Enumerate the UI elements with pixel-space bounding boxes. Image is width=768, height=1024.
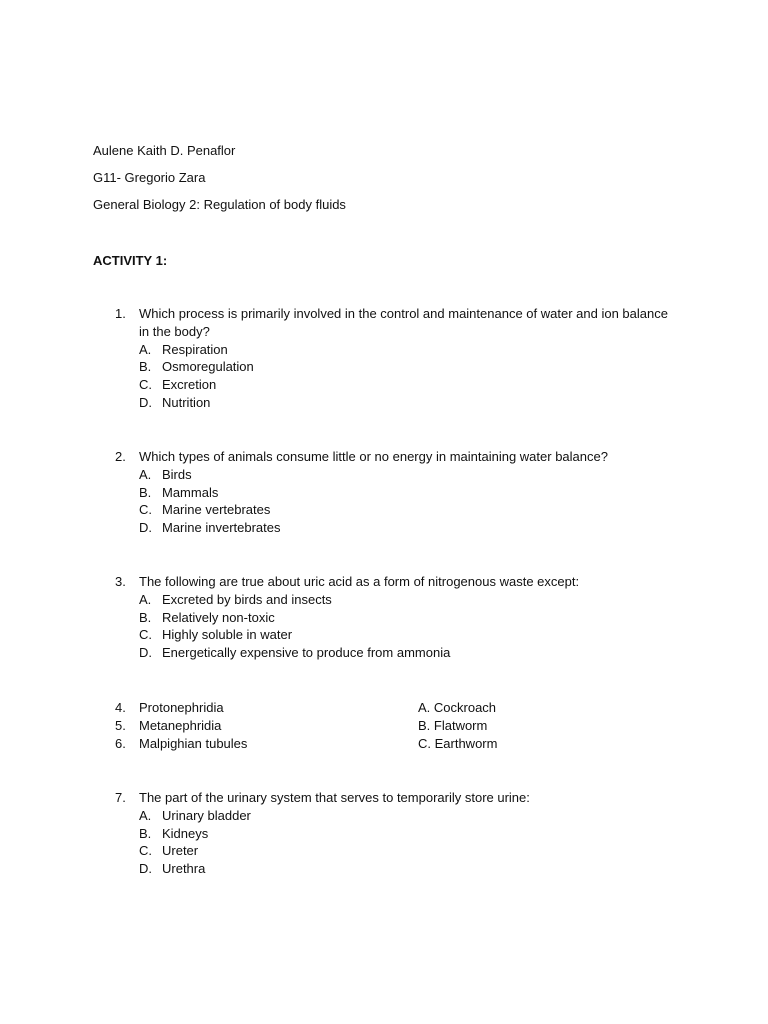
option-a [0,591,768,609]
option-b [0,825,768,843]
matching-section [0,699,768,752]
matching-number: 6. [115,735,126,751]
question-number: 1. [115,306,126,321]
option-c [0,376,768,394]
question-text: Which types of animals consume little or no energy in maintaining water balance? [139,449,608,464]
option-letter: D. [139,394,152,410]
question-line [0,323,768,341]
option-c [0,501,768,519]
option-letter: C. [139,377,152,393]
option-d [0,394,768,412]
option-b [0,358,768,376]
option-letter: B. [139,484,152,500]
matching-number: 5. [115,717,126,733]
option-text: Urethra [162,861,206,877]
option-a [0,807,768,825]
option-letter: A. [139,466,152,482]
matching-row [0,735,768,753]
question-text: The following are true about uric acid as a form of nitrogenous waste except: [139,574,580,589]
question-line [0,305,768,323]
student-name: Aulene Kaith D. Penaflor [93,143,236,158]
option-text: Highly soluble in water [162,627,293,643]
option-d [0,644,768,662]
question-3 [0,573,768,662]
matching-row [0,699,768,717]
student-section: G11- Gregorio Zara [93,170,206,185]
option-text: Relatively non-toxic [162,609,275,625]
activity-title: ACTIVITY 1: [93,253,168,268]
option-text: Respiration [162,341,228,357]
question-text: in the body? [139,323,210,339]
matching-term: Malpighian tubules [139,735,248,751]
option-text: Birds [162,466,192,482]
question-line [0,573,768,591]
option-text: Nutrition [162,394,211,410]
option-text: Marine invertebrates [162,520,281,536]
question-7 [0,789,768,878]
question-text: The part of the urinary system that serves to temporarily store urine: [139,790,530,805]
question-2 [0,448,768,537]
option-letter: A. [139,341,152,357]
option-a [0,466,768,484]
option-letter: B. [139,609,152,625]
option-letter: C. [139,502,152,518]
option-letter: C. [139,627,152,643]
option-a [0,341,768,359]
option-c [0,842,768,860]
matching-row [0,717,768,735]
option-letter: A. [139,807,152,823]
option-letter: D. [139,861,152,877]
option-text: Mammals [162,484,219,500]
question-line [0,789,768,807]
matching-choice: C. Earthworm [418,735,498,751]
question-number: 7. [115,790,126,805]
option-text: Ureter [162,843,199,859]
option-text: Urinary bladder [162,807,251,823]
subject-title: General Biology 2: Regulation of body fluids [93,197,346,212]
option-text: Marine vertebrates [162,502,271,518]
option-text: Osmoregulation [162,359,254,375]
option-letter: A. [139,591,152,607]
matching-term: Protonephridia [139,700,224,715]
option-c [0,626,768,644]
matching-choice: B. Flatworm [418,717,488,733]
matching-term: Metanephridia [139,717,222,733]
question-line [0,448,768,466]
option-letter: B. [139,359,152,375]
option-letter: B. [139,825,152,841]
option-d [0,860,768,878]
option-letter: C. [139,843,152,859]
option-letter: D. [139,520,152,536]
question-text: Which process is primarily involved in the control and maintenance of water and ion balance [139,306,668,321]
matching-choice: A. Cockroach [418,700,497,715]
option-text: Kidneys [162,825,209,841]
question-number: 2. [115,449,126,464]
option-text: Excretion [162,377,217,393]
option-b [0,609,768,627]
option-text: Energetically expensive to produce from ammonia [162,645,451,661]
option-d [0,519,768,537]
question-1 [0,305,768,412]
option-letter: D. [139,645,152,661]
option-b [0,484,768,502]
question-number: 3. [115,574,126,589]
matching-number: 4. [115,700,126,715]
option-text: Excreted by birds and insects [162,591,332,607]
